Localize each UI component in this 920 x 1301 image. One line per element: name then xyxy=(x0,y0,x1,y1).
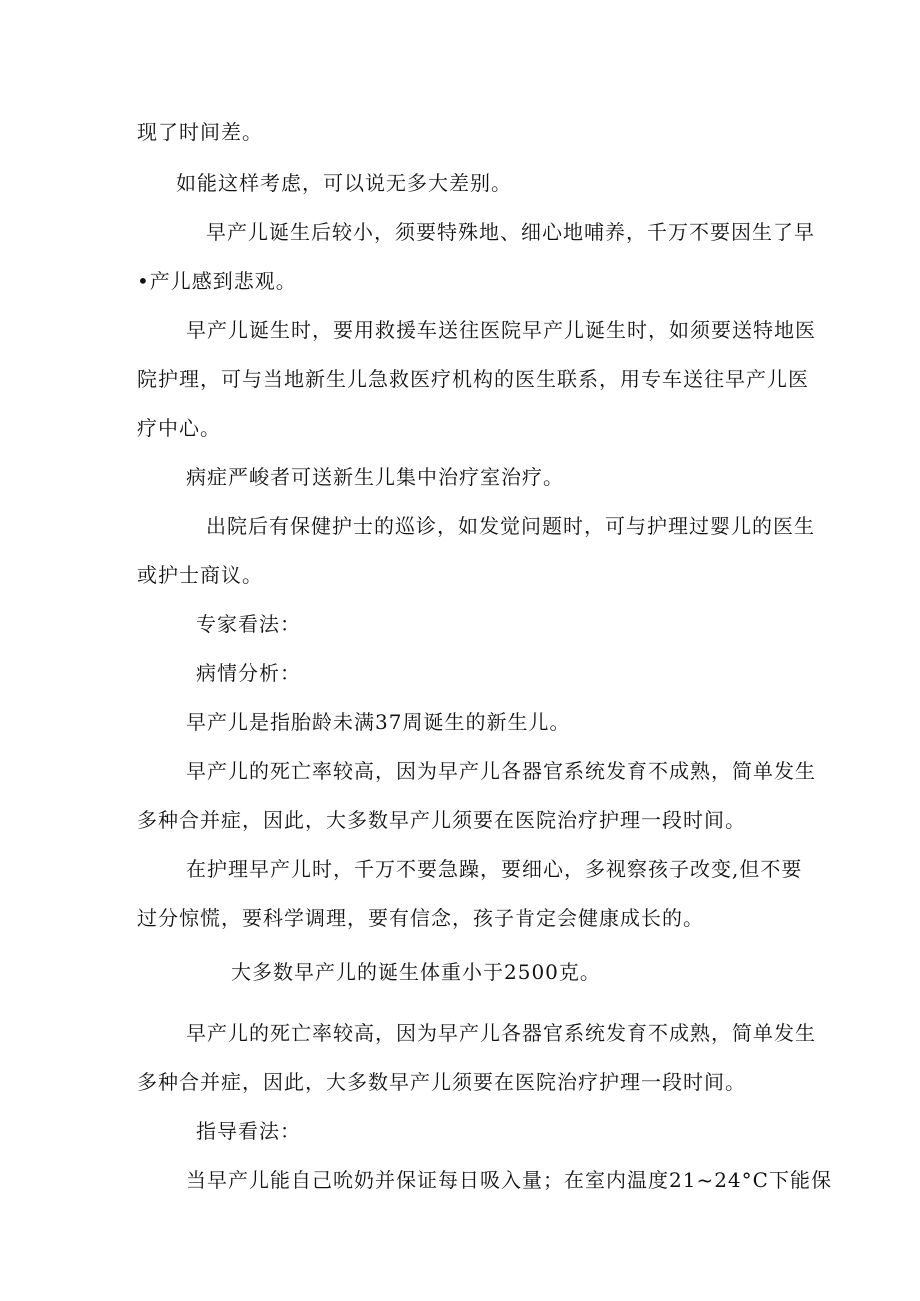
text-line: 在护理早产儿时，千万不要急躁，要细心，多视察孩子改变,但不要 xyxy=(186,857,803,881)
text-line: 早产儿的死亡率较高，因为早产儿各器官系统发育不成熟，简单发生 xyxy=(186,759,816,783)
text-line: 现了时间差。 xyxy=(137,120,263,144)
text-line: 院护理，可与当地新生儿急救医疗机构的医生联系，用专车送往早产儿医 xyxy=(137,367,809,391)
text-line: 当早产儿能自己吮奶并保证每日吸入量；在室内温度21~24°C下能保 xyxy=(186,1168,832,1192)
section-heading: 病情分析： xyxy=(196,661,301,685)
text-line: 早产儿是指胎龄未满37周诞生的新生儿。 xyxy=(186,710,571,734)
text-line: 大多数早产儿的诞生体重小于2500克。 xyxy=(231,960,601,984)
text-line: 如能这样考虑，可以说无多大差别。 xyxy=(176,171,512,195)
section-heading: 指导看法： xyxy=(196,1119,301,1143)
text-line: •产儿感到悲观。 xyxy=(137,269,297,293)
text-line: 早产儿诞生时，要用救援车送往医院早产儿诞生时，如须要送特地医 xyxy=(186,318,816,342)
text-line: 疗中心。 xyxy=(137,416,221,440)
section-heading: 专家看法： xyxy=(196,612,301,636)
text-line: 早产儿的死亡率较高，因为早产儿各器官系统发育不成熟，简单发生 xyxy=(186,1021,816,1045)
text-line: 出院后有保健护士的巡诊，如发觉问题时，可与护理过婴儿的医生 xyxy=(206,514,815,538)
text-line: 过分惊慌，要科学调理，要有信念，孩子肯定会健康成长的。 xyxy=(137,906,704,930)
text-line: 病症严峻者可送新生儿集中治疗室治疗。 xyxy=(186,465,564,489)
text-line: 或护士商议。 xyxy=(137,563,263,587)
text-line: 多种合并症，因此，大多数早产儿须要在医院治疗护理一段时间。 xyxy=(137,1070,746,1094)
text-line: 多种合并症，因此，大多数早产儿须要在医院治疗护理一段时间。 xyxy=(137,808,746,832)
text-line: 早产儿诞生后较小，须要特殊地、细心地哺养，千万不要因生了早 xyxy=(206,220,815,244)
